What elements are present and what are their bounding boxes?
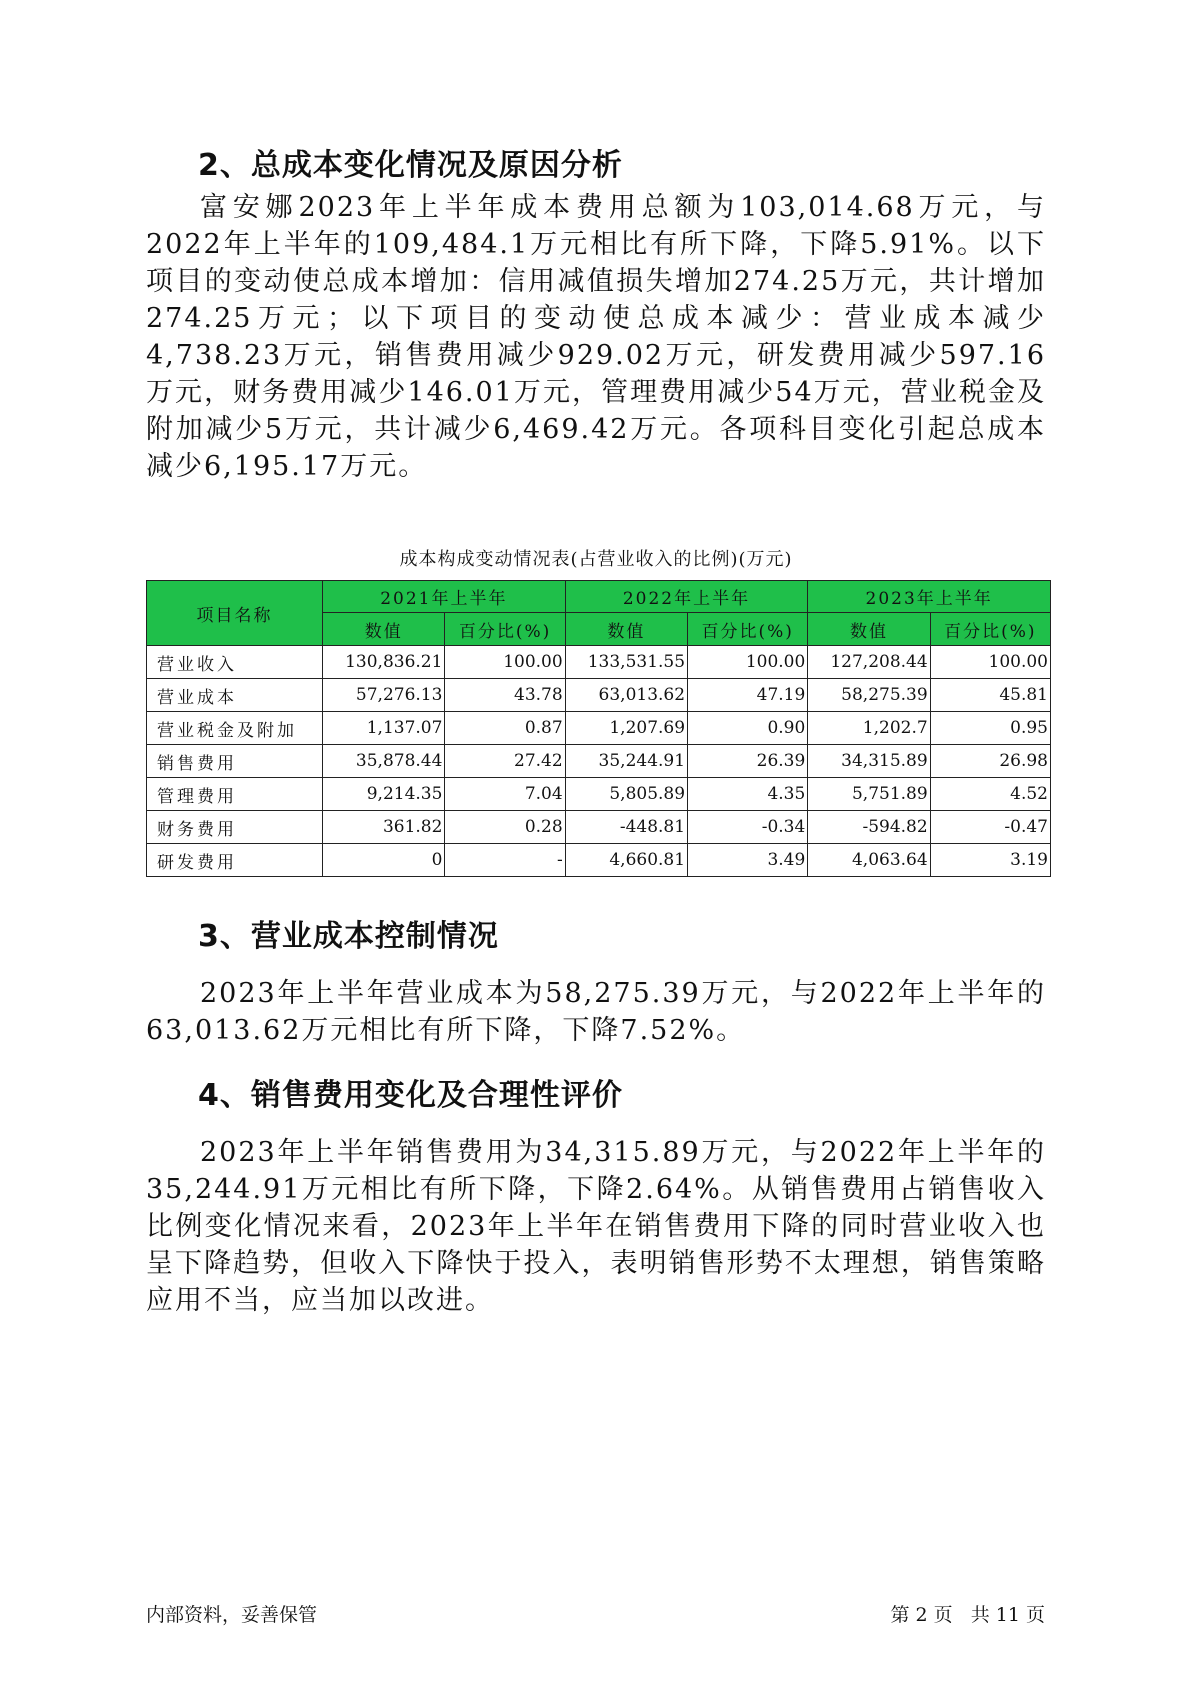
section-2-paragraph: 富安娜2023年上半年成本费用总额为103,014.68万元，与2022年上半年的109,484.1万元相比有所下降，下降5.91%。以下项目的变动使总成本增加：信用减值损失增加274.25万元，共计增加274.25万元；以下项目的变动使总成本减少：营业成本减少4,738.23万元，销售费用减少929.02万元，研发费用减少597.16万元，财务费用减少146.01万元，管理费用减少54万元，营业税金及附加减少5万元，共计减少6,469.42万元。各项科目变化引起总成本减少6,195.17万元。	[146, 192, 1046, 482]
section-4-heading: 4、销售费用变化及合理性评价	[198, 1078, 623, 1113]
row-label: 营业收入	[147, 646, 323, 679]
table-cell: 4.35	[688, 778, 808, 811]
table-cell: 3.49	[688, 844, 808, 877]
table-cell: 7.04	[445, 778, 565, 811]
table-row	[147, 712, 1051, 745]
table-row	[147, 811, 1051, 844]
table-cell: 4,660.81	[565, 844, 687, 877]
row-label: 管理费用	[147, 778, 323, 811]
table-cell: 1,202.7	[808, 712, 930, 745]
row-label: 销售费用	[147, 745, 323, 778]
header-period-2022: 2022年上半年	[565, 581, 808, 613]
table-cell: -0.47	[930, 811, 1050, 844]
header-pct-2023: 百分比(%)	[930, 613, 1050, 646]
table-cell: 127,208.44	[808, 646, 930, 679]
table-cell: 35,878.44	[323, 745, 445, 778]
table-cell: -0.34	[688, 811, 808, 844]
table-cell: 5,751.89	[808, 778, 930, 811]
row-label: 营业成本	[147, 679, 323, 712]
section-4-paragraph: 2023年上半年销售费用为34,315.89万元，与2022年上半年的35,244.91万元相比有所下降，下降2.64%。从销售费用占销售收入比例变化情况来看，2023年上半年在销售费用下降的同时营业收入也呈下降趋势，但收入下降快于投入，表明销售形势不太理想，销售策略应用不当，应当加以改进。	[146, 1137, 1046, 1316]
table-cell: 43.78	[445, 679, 565, 712]
table-cell: 1,137.07	[323, 712, 445, 745]
table-cell: 0	[323, 844, 445, 877]
table-cell: -448.81	[565, 811, 687, 844]
table-cell: 361.82	[323, 811, 445, 844]
table-cell: 5,805.89	[565, 778, 687, 811]
cost-structure-table	[146, 580, 1051, 877]
table-cell: 27.42	[445, 745, 565, 778]
row-label: 研发费用	[147, 844, 323, 877]
table-cell: 57,276.13	[323, 679, 445, 712]
row-label: 财务费用	[147, 811, 323, 844]
table-cell: 9,214.35	[323, 778, 445, 811]
header-value-2022: 数值	[565, 613, 687, 646]
table-cell: 4,063.64	[808, 844, 930, 877]
table-cell: 100.00	[930, 646, 1050, 679]
table-cell: 63,013.62	[565, 679, 687, 712]
table-cell: 45.81	[930, 679, 1050, 712]
header-item-name: 项目名称	[147, 581, 323, 646]
footer-confidential-note: 内部资料，妥善保管	[146, 1604, 318, 1626]
table-cell: -594.82	[808, 811, 930, 844]
table-row	[147, 646, 1051, 679]
table-cell: 0.28	[445, 811, 565, 844]
section-3-heading: 3、营业成本控制情况	[198, 919, 499, 954]
header-pct-2022: 百分比(%)	[688, 613, 808, 646]
table-cell: 4.52	[930, 778, 1050, 811]
table-cell: 0.90	[688, 712, 808, 745]
section-3-paragraph: 2023年上半年营业成本为58,275.39万元，与2022年上半年的63,013.62万元相比有所下降，下降7.52%。	[146, 978, 1046, 1046]
table-cell: 130,836.21	[323, 646, 445, 679]
footer-page-number: 第 2 页 共 11 页	[890, 1604, 1045, 1626]
table-cell: 100.00	[445, 646, 565, 679]
table-cell: 133,531.55	[565, 646, 687, 679]
table-cell: -	[445, 844, 565, 877]
table-row	[147, 844, 1051, 877]
header-value-2021: 数值	[323, 613, 445, 646]
table-cell: 34,315.89	[808, 745, 930, 778]
table-cell: 3.19	[930, 844, 1050, 877]
table-row	[147, 679, 1051, 712]
table-cell: 47.19	[688, 679, 808, 712]
table-row	[147, 745, 1051, 778]
table-row	[147, 778, 1051, 811]
table-cell: 26.39	[688, 745, 808, 778]
table-caption: 成本构成变动情况表(占营业收入的比例)(万元)	[399, 549, 793, 570]
table-cell: 58,275.39	[808, 679, 930, 712]
table-cell: 35,244.91	[565, 745, 687, 778]
header-period-2023: 2023年上半年	[808, 581, 1051, 613]
table-cell: 26.98	[930, 745, 1050, 778]
table-cell: 0.87	[445, 712, 565, 745]
header-pct-2021: 百分比(%)	[445, 613, 565, 646]
header-value-2023: 数值	[808, 613, 930, 646]
table-cell: 100.00	[688, 646, 808, 679]
table-cell: 0.95	[930, 712, 1050, 745]
header-period-2021: 2021年上半年	[323, 581, 566, 613]
table-cell: 1,207.69	[565, 712, 687, 745]
row-label: 营业税金及附加	[147, 712, 323, 745]
section-2-heading: 2、总成本变化情况及原因分析	[198, 148, 623, 183]
